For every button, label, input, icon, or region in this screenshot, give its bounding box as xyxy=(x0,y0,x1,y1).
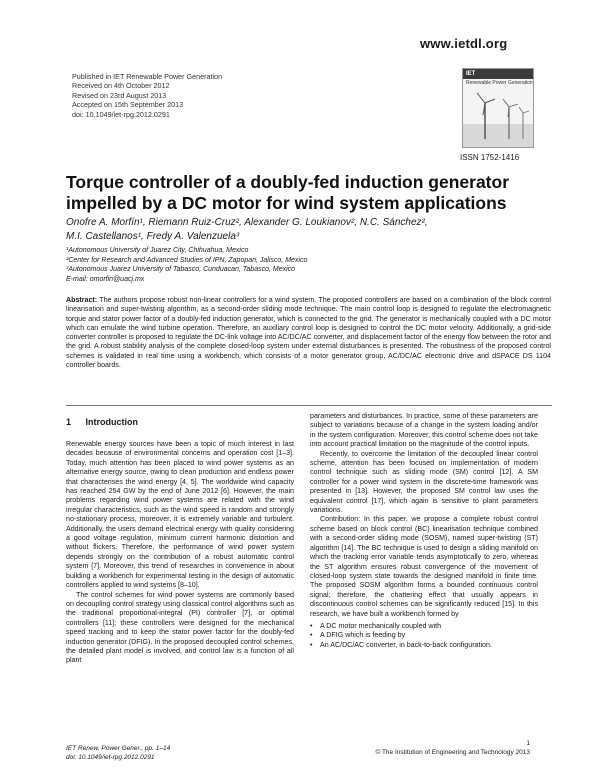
publication-info xyxy=(72,72,222,119)
journal-url[interactable]: www.ietdl.org xyxy=(420,36,508,51)
list-item xyxy=(310,631,538,640)
abstract-text: The authors propose robust non-linear controllers for a wind system. The proposed controllers are based on a combination of the block control linearisation and super-twisting algorithm, as a second-order sliding mode technique. The main control loop is designed to regulate the electromagnetic torque and stator power factor of a doubly-fed induction generator, which is connected to the grid. The generator is mechanically coupled with a DC motor which can emulate the wind turbine operation. Therefore, an auxiliary control loop is designed to control the DC motor velocity. Additionally, a grid-side converter controller is proposed to regulate the DC-link voltage into AC/DC/AC converter, and displacement factor of the energy flow between the rotor and the grid. A robust stability analysis of the complete closed-loop system under external disturbances is presented. The robustness of the proposed control schemes is validated in real time using a workbench, which consists of a motor generator group, AC/DC/AC electronic drive and dSPACE DS 1104 controller boards. xyxy=(66,296,551,370)
list-item-text: A DC motor mechanically coupled with xyxy=(320,621,442,630)
issn-label: ISSN 1752-1416 xyxy=(460,153,520,162)
footer-doi[interactable]: doi: 10.1049/iet-rpg.2012.0291 xyxy=(66,753,155,761)
author-list xyxy=(66,216,566,243)
paragraph: The control schemes for wind power systems are commonly based on decoupling control strategy using classical control algorithms such as the traditional proportional-integral (PI) controller [7], or optimal controllers [11]; these controllers were designed for the mechanical speed tracking and to keep the stator power factor for the doubly-fed induction generator (DFIG). In the proposed decoupled control schemes, the detailed plant model is involved, and control law is a function of all plant xyxy=(66,590,294,665)
journal-cover-image xyxy=(462,68,534,148)
bullet-icon: • xyxy=(310,621,313,630)
paragraph: Contribution: In this paper, we propose a complete robust control scheme based on block control (BC) linearisation technique combined with a second-order sliding mode (SOSM), named super-twisting (ST) algorithm [14]. The BC technique is used to design a sliding manifold on which the tracking error variable tends asymptotically to zero, whereas the ST algorithm ensures robust convergence of the movement of closed-loop system state towards the designed manifold in finite time. The proposed SOSM algorithm forms a bounded continuous control signal; therefore, the chattering effect that usually appears in discontinuous control schemes can be significantly reduced [15]. In this research, we have built a workbench formed by xyxy=(310,515,538,618)
footer-right xyxy=(340,740,530,757)
footer-journal: IET Renew. Power Gener., pp. 1–14 xyxy=(66,745,171,752)
bullet-icon: • xyxy=(310,631,313,640)
section-title: Introduction xyxy=(85,417,139,427)
author-line: M.I. Castellanos¹, Fredy A. Valenzuela³ xyxy=(66,230,240,242)
affiliation: ³Autonomous Juarez University of Tabasco, Cunduacan, Tabasco, Mexico xyxy=(66,266,296,273)
footer-citation xyxy=(66,745,170,762)
pub-line: Received on 4th October 2012 xyxy=(72,81,170,91)
section-heading xyxy=(66,417,138,427)
cover-subtitle: Renewable Power Generation xyxy=(466,80,533,86)
copyright: © The Institution of Engineering and Technology 2013 xyxy=(375,748,530,756)
contact-email[interactable]: E-mail: omorfin@uacj.mx xyxy=(66,275,145,283)
author-line: Onofre A. Morfín¹, Riemann Ruiz-Cruz², Alexander G. Loukianov², N.C. Sánchez², xyxy=(66,217,428,228)
abstract-label: Abstract: xyxy=(66,296,98,304)
affiliation-list xyxy=(66,246,566,284)
workbench-list xyxy=(310,622,538,650)
pub-line: Revised on 23rd August 2013 xyxy=(72,90,167,100)
section-number: 1 xyxy=(66,417,72,427)
paper-title: Torque controller of a doubly-fed induction generator impelled by a DC motor for wind system applications xyxy=(66,172,510,213)
page-number: 1 xyxy=(526,740,530,747)
left-column xyxy=(66,440,294,666)
section-divider xyxy=(66,405,552,406)
bullet-icon: • xyxy=(310,640,313,649)
pub-line: doi: 10.1049/iet-rpg.2012.0291 xyxy=(72,109,170,119)
list-item-text: A DFIG which is feeding by xyxy=(320,631,406,640)
list-item xyxy=(310,641,538,650)
list-item-text: An AC/DC/AC converter, in back-to-back configuration. xyxy=(320,640,492,649)
wind-turbine-icon xyxy=(463,69,533,147)
paragraph: parameters and disturbances. In practice, some of these parameters are subject to variations because of a change in the system loading and/or in the system configuration. Moreover, this control scheme does not take into account practical limitation on the magnitude of the control inputs. xyxy=(310,412,538,449)
list-item xyxy=(310,622,538,631)
paragraph: Recently, to overcome the limitation of the decoupled linear control scheme, attention has been focused on implementation of modern control technique such as sliding mode (SM) control [12]. A SM controller for a power wind system in the discrete-time framework was presented in [13]. However, the proposed SM control law uses the equivalent control [17], which again is sensitive to plant parameters variations. xyxy=(310,449,538,515)
affiliation: ¹Autonomous University of Juarez City, Chihuahua, Mexico xyxy=(66,247,249,254)
cover-logo: IET xyxy=(466,71,476,77)
paragraph: Renewable energy sources have been a topic of much interest in last decades because of environmental concerns and operation cost [1–3]. Today, much attention has been placed to wind power systems as an alternative energy source, owing to clean production and endless power that characterises the wind energy [4, 5]. The worldwide wind capacity has reached 254 GW by the end of June 2012 [6]. However, the main problems regarding wind power systems are related with the wind irregular characteristics, such as the wind speed is random and strongly no-stationary process, moreover, it is extremely variable and turbulent. Additionally, the users demand electrical energy with quality considering a good voltage regulation, minimum current harmonic distortion and without flickers. Therefore, the performance of wind power system depends strongly on the contribution of a robust automatic control system [7]. Moreover, this trend of researches in convenience in about building a workbench for experimental testing in the design of automatic controllers applied to wind systems [8–10]. xyxy=(66,440,294,590)
right-column xyxy=(310,412,538,650)
abstract xyxy=(66,296,551,370)
affiliation: ²Center for Research and Advanced Studies of IPN, Zapopan, Jalisco, Mexico xyxy=(66,256,308,264)
pub-line: Published in IET Renewable Power Generation xyxy=(72,72,223,81)
pub-line: Accepted on 15th September 2013 xyxy=(72,100,184,110)
